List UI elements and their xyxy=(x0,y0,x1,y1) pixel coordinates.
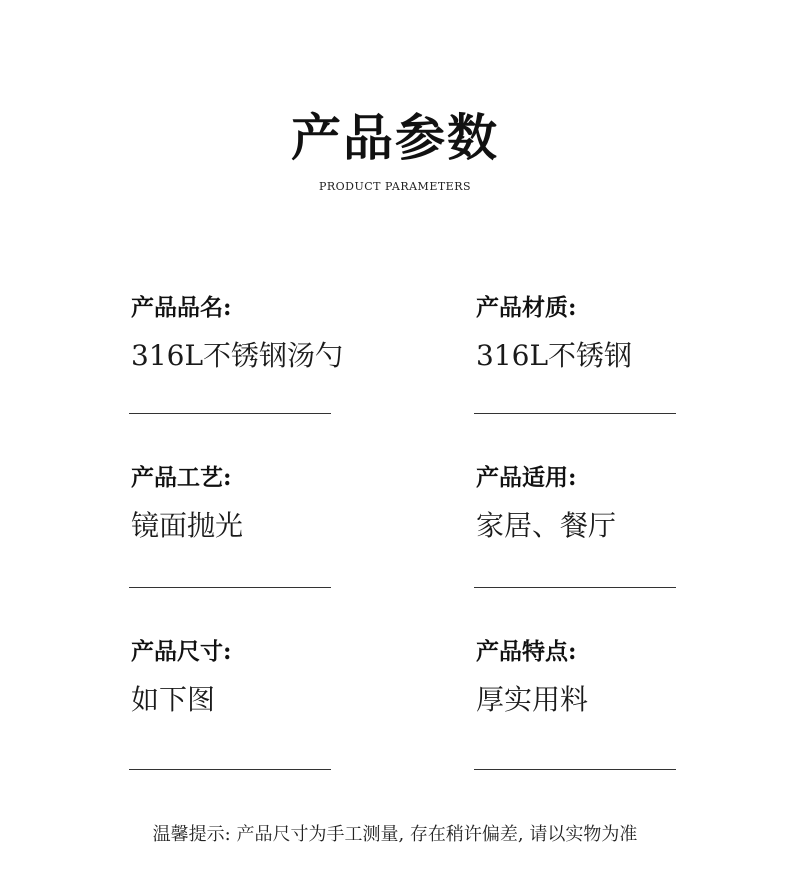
param-label: 产品工艺: xyxy=(131,464,232,491)
param-divider xyxy=(129,769,331,770)
param-value: 316L不锈钢汤勺 xyxy=(131,339,344,372)
param-label: 产品品名: xyxy=(131,294,232,321)
param-divider xyxy=(129,587,331,588)
param-value: 316L不锈钢 xyxy=(476,339,633,372)
page-subtitle: PRODUCT PARAMETERS xyxy=(318,180,472,193)
param-label: 产品特点: xyxy=(476,638,577,665)
param-value: 厚实用料 xyxy=(476,683,589,716)
page-title: 产品参数 xyxy=(291,108,499,167)
param-divider xyxy=(474,587,676,588)
param-divider xyxy=(129,413,331,414)
param-value: 家居、餐厅 xyxy=(476,509,617,542)
param-value: 如下图 xyxy=(131,683,216,716)
param-label: 产品材质: xyxy=(476,294,577,321)
param-divider xyxy=(474,769,676,770)
param-label: 产品尺寸: xyxy=(131,638,232,665)
param-label: 产品适用: xyxy=(476,464,577,491)
param-divider xyxy=(474,413,676,414)
param-value: 镜面抛光 xyxy=(131,509,244,542)
footer-notice: 温馨提示: 产品尺寸为手工测量, 存在稍许偏差, 请以实物为准 xyxy=(152,824,638,845)
